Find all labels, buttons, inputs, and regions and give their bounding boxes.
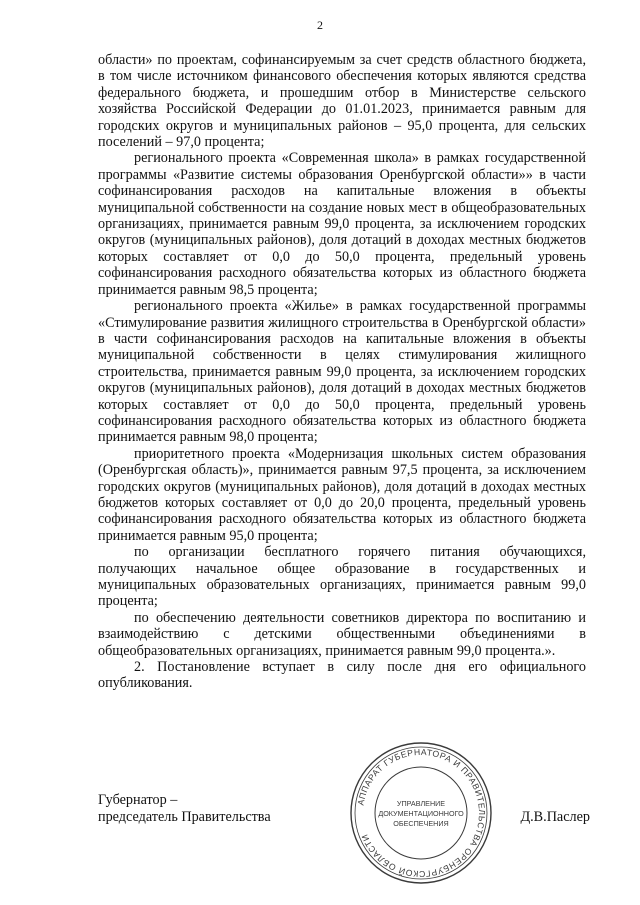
paragraph: области» по проектам, софинансируемым за счет средств областного бюджета, в том числе источником финансового обеспечения которых являются средства федерального бюджета, и прошедшим отбор в Министерстве сельского хозяйства Российской Федерации до 01.01.2023, принимается равным для городских округов и муниципальных районов – 95,0 процента, для сельских поселений – 97,0 процента; bbox=[98, 52, 586, 151]
stamp-ring-text: АППАРАТ ГУБЕРНАТОРА И ПРАВИТЕЛЬСТВА ОРЕНБУРГСКОЙ ОБЛАСТИ bbox=[355, 746, 488, 880]
signer-name: Д.В.Паслер bbox=[520, 809, 590, 825]
signature-block bbox=[98, 792, 271, 826]
stamp-center-text: ДОКУМЕНТАЦИОННОГО bbox=[378, 809, 464, 818]
signer-position: Губернатор – bbox=[98, 792, 178, 808]
paragraph: 2. Постановление вступает в силу после дня его официального опубликования. bbox=[98, 659, 586, 692]
paragraph: регионального проекта «Современная школа» в рамках государственной программы «Развитие системы образования Оренбургской области»» в части софинансирования расходов на капитальные вложения в объекты муниципальной собственности на создание новых мест в общеобразовательных организациях, принимается равным 99,0 процента, за исключением городских округов (муниципальных районов), доля дотаций в доходах местных бюджетов которых составляет от 0,0 до 50,0 процента, предельный уровень софинансирования расходного обязательства которых из областного бюджета принимается равным 98,5 процента; bbox=[98, 150, 586, 298]
paragraph: по организации бесплатного горячего питания обучающихся, получающих начальное общее образование в государственных и муниципальных образовательных организациях, принимается равным 99,0 процента; bbox=[98, 544, 586, 610]
official-stamp bbox=[346, 738, 496, 888]
signer-position: председатель Правительства bbox=[98, 809, 271, 825]
paragraph: регионального проекта «Жилье» в рамках государственной программы «Стимулирование развития жилищного строительства в Оренбургской области» в части софинансирования расходов на капитальные вложения в объекты муниципальной собственности в целях стимулирования жилищного строительства, принимается равным 99,0 процента, за исключением городских округов (муниципальных районов), доля дотаций в доходах местных бюджетов которых составляет от 0,0 до 50,0 процента, предельный уровень софинансирования расходного обязательства которых из областного бюджета принимается равным 98,0 процента; bbox=[98, 298, 586, 446]
stamp-center-text: УПРАВЛЕНИЕ bbox=[396, 799, 446, 808]
paragraph: приоритетного проекта «Модернизация школьных систем образования (Оренбургская область)», принимается равным 97,5 процента, за исключением городских округов (муниципальных районов), доля дотаций в доходах местных бюджетов которых составляет от 0,0 до 20,0 процента, предельный уровень софинансирования расходного обязательства которых из областного бюджета принимается равным 95,0 процента; bbox=[98, 445, 586, 544]
paragraph: по обеспечению деятельности советников директора по воспитанию и взаимодействию с детскими общественными объединениями в общеобразовательных организациях, принимается равным 99,0 процента.». bbox=[98, 609, 586, 659]
stamp-center-text: ОБЕСПЕЧЕНИЯ bbox=[393, 819, 449, 828]
page-number: 2 bbox=[317, 18, 323, 32]
document-body bbox=[98, 52, 586, 692]
